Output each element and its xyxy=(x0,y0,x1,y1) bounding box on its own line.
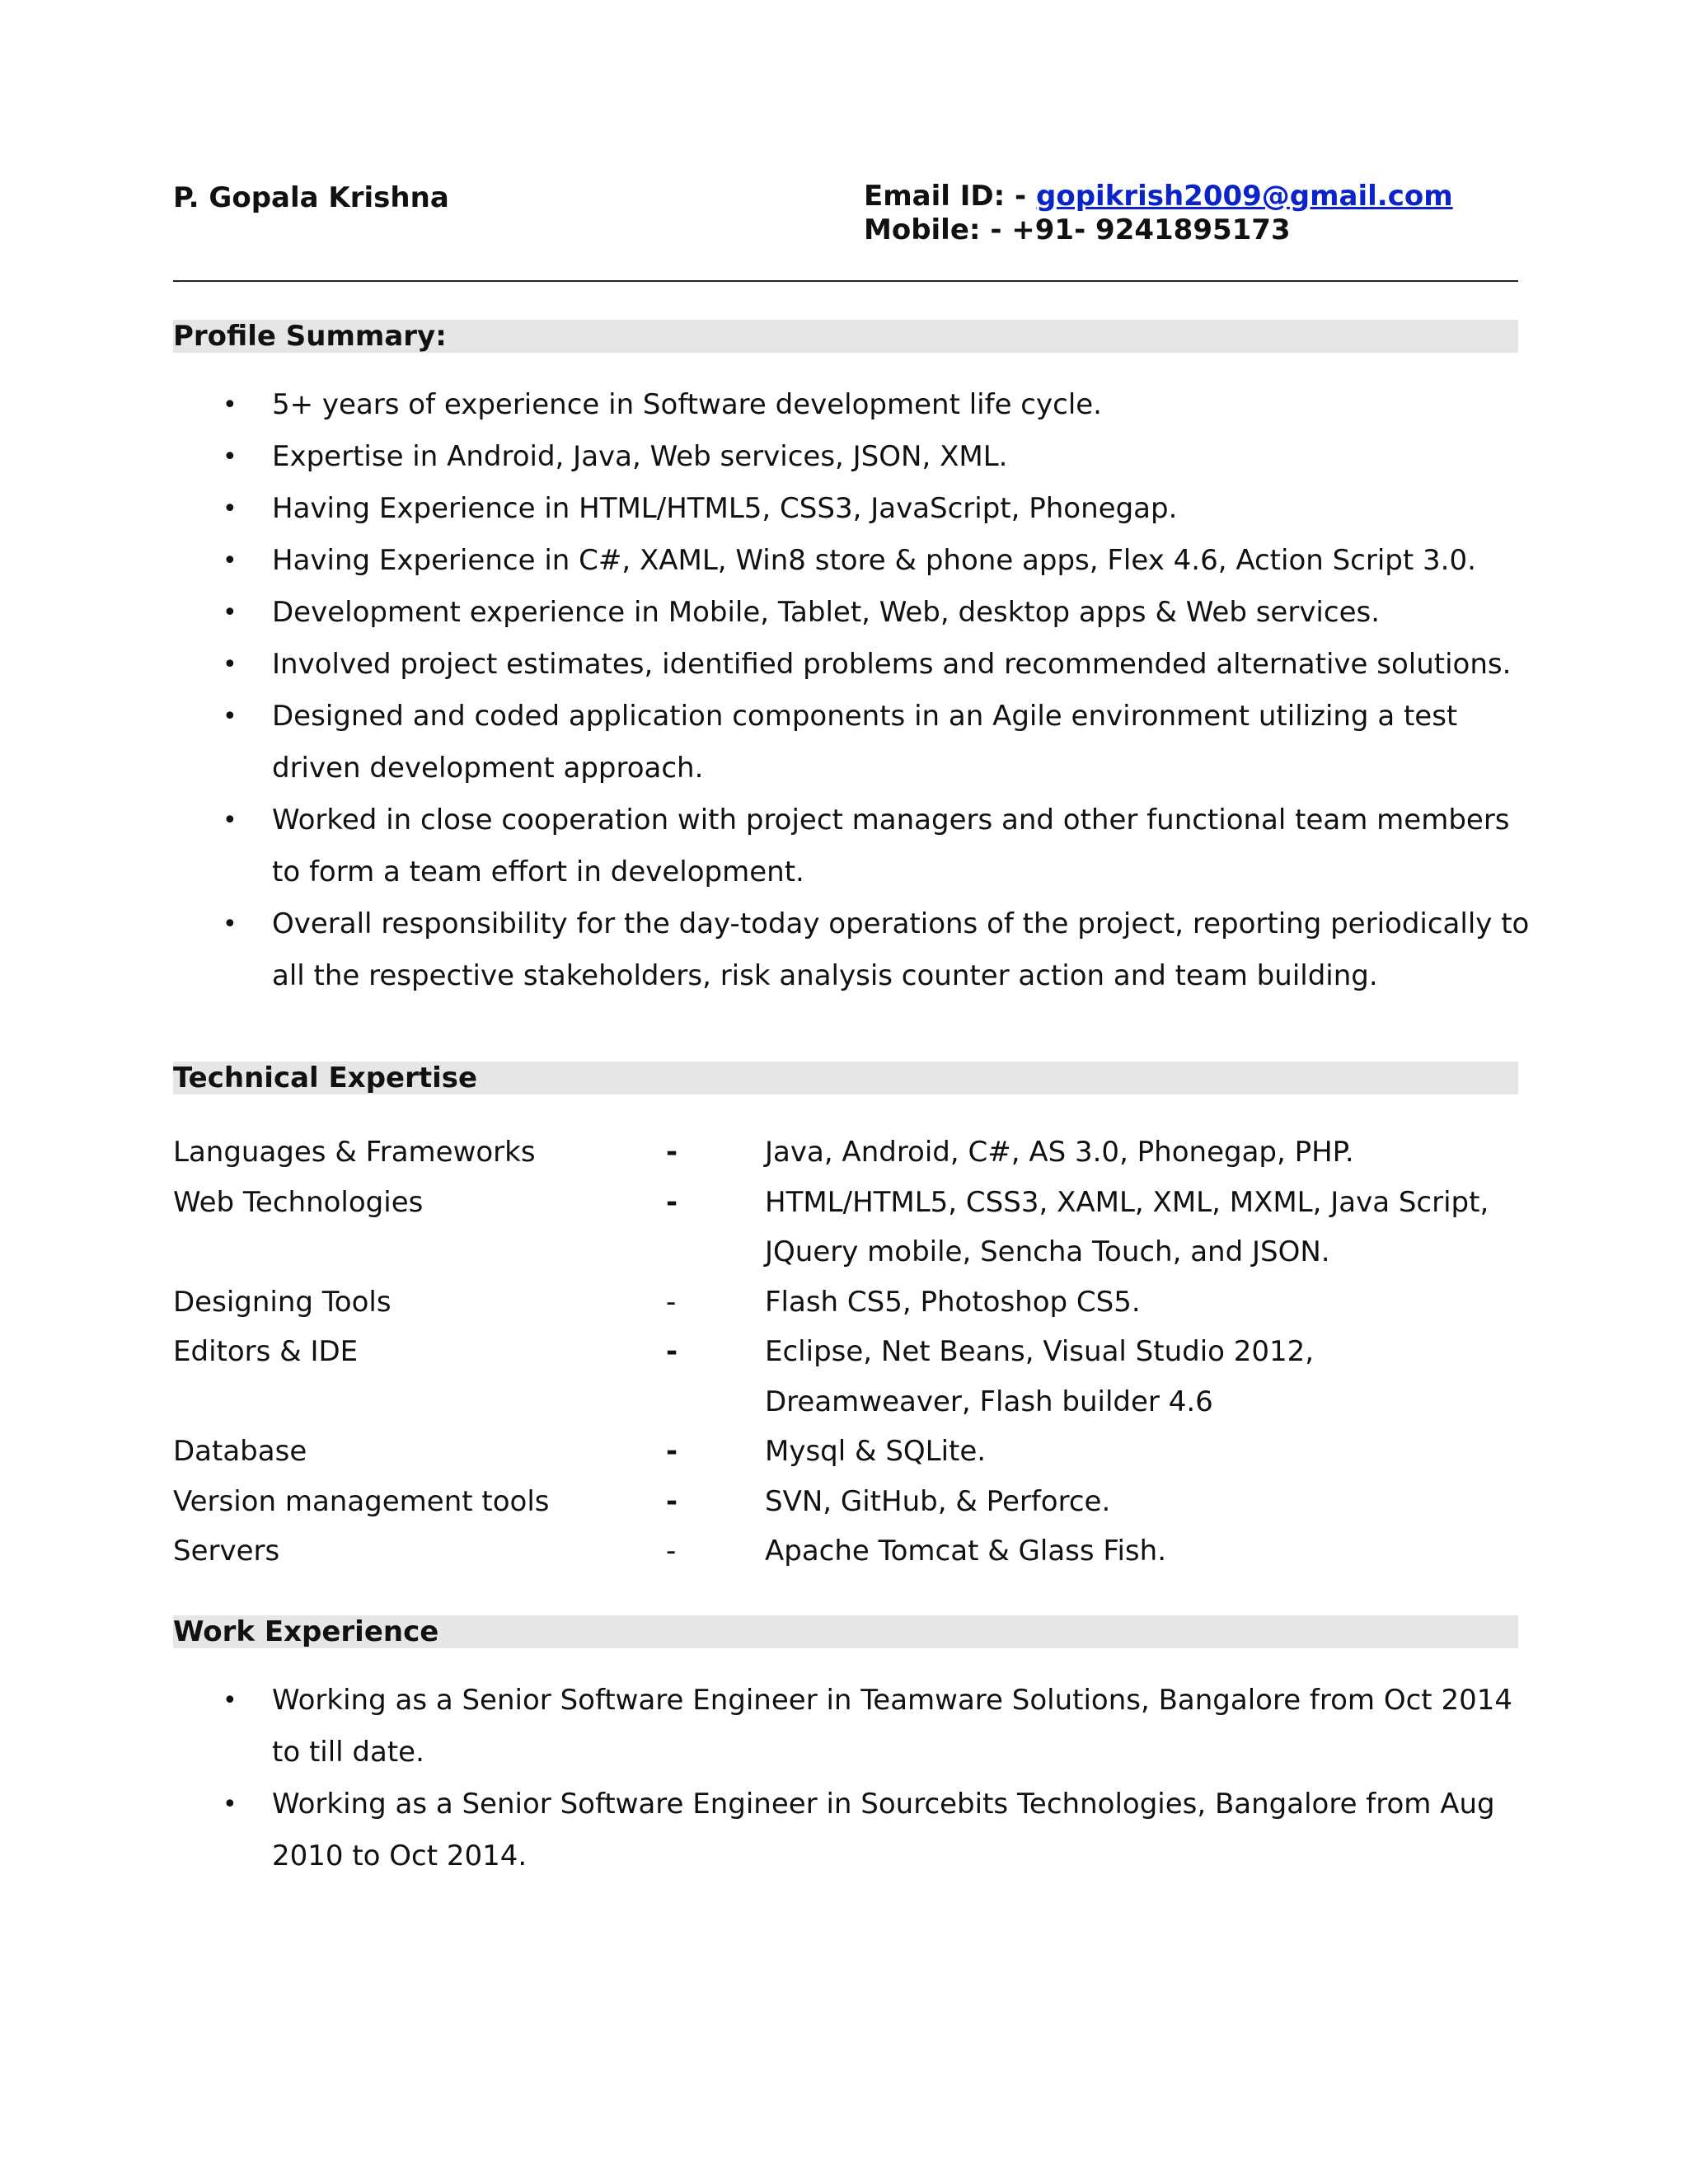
contact-info xyxy=(864,180,1453,247)
list-item-text: Overall responsibility for the day-today operations of the project, reporting periodically to xyxy=(272,907,1530,940)
list-item xyxy=(173,535,1525,587)
list-item xyxy=(173,1675,1525,1779)
bullet-icon: • xyxy=(223,391,237,419)
bullet-icon: • xyxy=(223,494,237,523)
list-item-text: to till date. xyxy=(272,1736,424,1769)
list-item-text: Working as a Senior Software Engineer in Sourcebits Technologies, Bangalore from Aug xyxy=(272,1788,1495,1821)
tech-value-line: Eclipse, Net Beans, Visual Studio 2012, xyxy=(765,1335,1315,1368)
tech-separator: - xyxy=(666,1136,678,1169)
list-item-text: Development experience in Mobile, Tablet, Web, desktop apps & Web services. xyxy=(272,596,1381,629)
work-experience-list xyxy=(173,1675,1525,1882)
bullet-icon: • xyxy=(223,546,237,575)
list-item-text: Involved project estimates, identified problems and recommended alternative solutions. xyxy=(272,648,1512,681)
candidate-name: P. Gopala Krishna xyxy=(173,181,449,214)
tech-value xyxy=(765,1477,1525,1527)
list-item-text: all the respective stakeholders, risk analysis counter action and team building. xyxy=(272,959,1378,992)
list-item-text: Designed and coded application components in an Agile environment utilizing a test xyxy=(272,700,1458,733)
email-label: Email ID: - xyxy=(864,180,1036,213)
tech-label: Servers xyxy=(173,1535,280,1568)
tech-label: Designing Tools xyxy=(173,1285,392,1319)
list-item-text: Working as a Senior Software Engineer in Teamware Solutions, Bangalore from Oct 2014 xyxy=(272,1684,1512,1717)
profile-summary-heading: Profile Summary: xyxy=(173,320,1518,353)
bullet-icon: • xyxy=(223,598,237,627)
tech-value xyxy=(765,1327,1525,1427)
profile-summary-list xyxy=(173,379,1530,1002)
list-item-text: 2010 to Oct 2014. xyxy=(272,1840,528,1872)
tech-row xyxy=(173,1127,1525,1178)
list-item-text: 5+ years of experience in Software development life cycle. xyxy=(272,388,1102,421)
tech-value-line: Java, Android, C#, AS 3.0, Phonegap, PHP. xyxy=(765,1136,1354,1169)
tech-label: Database xyxy=(173,1435,307,1468)
tech-separator: - xyxy=(666,1535,677,1568)
list-item xyxy=(173,898,1530,1002)
technical-expertise-table xyxy=(173,1127,1525,1577)
tech-value xyxy=(765,1277,1525,1328)
tech-row xyxy=(173,1327,1525,1427)
bullet-icon: • xyxy=(223,650,237,679)
tech-separator: - xyxy=(666,1484,678,1518)
bullet-icon: • xyxy=(223,443,237,471)
tech-row xyxy=(173,1526,1525,1577)
list-item-text: Worked in close cooperation with project managers and other functional team members xyxy=(272,804,1510,837)
tech-value-line: Dreamweaver, Flash builder 4.6 xyxy=(765,1385,1213,1418)
tech-separator: - xyxy=(666,1435,678,1468)
email-link[interactable]: gopikrish2009@gmail.com xyxy=(1036,180,1453,213)
tech-value-line: JQuery mobile, Sencha Touch, and JSON. xyxy=(765,1235,1330,1268)
list-item xyxy=(173,483,1525,535)
tech-value xyxy=(765,1526,1525,1577)
header-divider xyxy=(173,280,1518,282)
mobile-line: Mobile: - +91- 9241895173 xyxy=(864,213,1291,246)
tech-value xyxy=(765,1127,1525,1178)
list-item-text: to form a team effort in development. xyxy=(272,855,804,888)
tech-separator: - xyxy=(666,1185,678,1219)
list-item-text: Having Experience in C#, XAML, Win8 store & phone apps, Flex 4.6, Action Script 3.0. xyxy=(272,544,1476,577)
tech-row xyxy=(173,1427,1525,1477)
list-item xyxy=(173,587,1525,639)
tech-label: Version management tools xyxy=(173,1484,550,1518)
list-item-text: Expertise in Android, Java, Web services, JSON, XML. xyxy=(272,440,1008,473)
technical-expertise-heading: Technical Expertise xyxy=(173,1062,1518,1094)
list-item xyxy=(173,691,1525,794)
list-item-text: driven development approach. xyxy=(272,752,704,785)
tech-value-line: Mysql & SQLite. xyxy=(765,1435,987,1468)
bullet-icon: • xyxy=(223,910,237,939)
tech-value-line: HTML/HTML5, CSS3, XAML, XML, MXML, Java Script, xyxy=(765,1185,1489,1219)
tech-value-line: Flash CS5, Photoshop CS5. xyxy=(765,1285,1141,1319)
list-item xyxy=(173,639,1525,691)
bullet-icon: • xyxy=(223,702,237,731)
tech-label: Web Technologies xyxy=(173,1185,424,1219)
resume-header xyxy=(173,180,1518,254)
tech-value xyxy=(765,1427,1525,1477)
tech-value xyxy=(765,1178,1525,1277)
tech-separator: - xyxy=(666,1335,678,1368)
list-item xyxy=(173,794,1525,898)
bullet-icon: • xyxy=(223,806,237,835)
bullet-icon: • xyxy=(223,1686,237,1715)
tech-label: Editors & IDE xyxy=(173,1335,359,1368)
tech-separator: - xyxy=(666,1285,677,1319)
tech-row xyxy=(173,1277,1525,1328)
tech-value-line: Apache Tomcat & Glass Fish. xyxy=(765,1535,1167,1568)
tech-value-line: SVN, GitHub, & Perforce. xyxy=(765,1484,1111,1518)
work-experience-heading: Work Experience xyxy=(173,1615,1518,1648)
email-line xyxy=(864,180,1453,213)
list-item xyxy=(173,379,1525,431)
tech-label: Languages & Frameworks xyxy=(173,1136,536,1169)
list-item xyxy=(173,431,1525,483)
tech-row xyxy=(173,1477,1525,1527)
list-item-text: Having Experience in HTML/HTML5, CSS3, JavaScript, Phonegap. xyxy=(272,492,1178,525)
list-item xyxy=(173,1779,1525,1882)
tech-row xyxy=(173,1178,1525,1277)
bullet-icon: • xyxy=(223,1790,237,1819)
